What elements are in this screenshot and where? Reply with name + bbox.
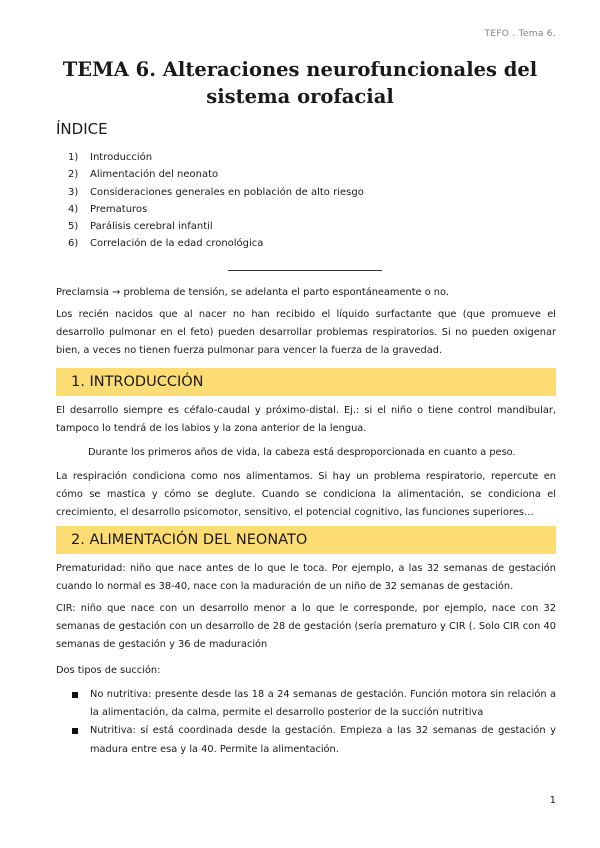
toc-item-number: 1) (68, 152, 79, 163)
toc-item-label: Introducción (90, 152, 153, 163)
suction-types-list (72, 686, 556, 759)
list-item-text: No nutritiva: presente desde las 18 a 24 semanas de gestación. Función motora sin relación a la alimentación, da calma, permite el desarrollo posterior de la succión nutritiva (90, 689, 556, 719)
document-title (60, 56, 540, 110)
surfactant-paragraph: Los recién nacidos que al nacer no han recibido el líquido surfactante que (que promueve el desarrollo pulmonar en el feto) pueden desarrollar problemas respiratorios. Si no pueden oxigenar bien, a veces no tienen fuerza pulmonar para vencer la fuerza de la gravedad. (56, 309, 556, 357)
list-item (72, 722, 556, 758)
prematurity-paragraph: Prematuridad: niño que nace antes de lo que le toca. Por ejemplo, a las 32 semanas de gestación cuando lo normal es 38-40, nace con la maduración de un niño de 32 semanas de gestación. (56, 563, 556, 593)
toc-item-label: Prematuros (90, 203, 148, 215)
toc-item-number: 4) (68, 203, 79, 215)
list-item-text: Nutritiva: sí está coordinada desde la gestación. Empieza a las 32 semanas de gestación y madura entre esa y la 40. Permite la alimentación. (90, 725, 556, 755)
toc-item (68, 149, 364, 166)
toc-item (68, 184, 364, 201)
title-line-1: TEMA 6. Alteraciones neurofuncionales del (62, 58, 538, 81)
respiration-paragraph: La respiración condiciona como nos alimentamos. Si hay un problema respiratorio, repercute en cómo se mastica y cómo se deglute. Cuando se condiciona la alimentación, se condiciona el crecimiento, el desarrollo psicomotor, sensitivo, el potencial cognitivo, las funciones superiores… (56, 471, 556, 519)
square-bullet-icon (72, 692, 78, 698)
toc-item (68, 218, 364, 235)
toc-item (68, 201, 364, 218)
cir-paragraph: CIR: niño que nace con un desarrollo menor a lo que le corresponde, por ejemplo, nace con 32 semanas de gestación con un desarrollo de 28 de gestación (sería prematuro y CIR (. Solo CIR con 40 semanas de gestación y 36 de maduración (56, 603, 556, 651)
suction-types-paragraph: Dos tipos de succión: (56, 665, 161, 676)
section-heading-introduccion: 1. INTRODUCCIÓN (56, 368, 556, 396)
title-line-2: sistema orofacial (206, 85, 394, 108)
toc-item-number: 5) (68, 221, 79, 233)
toc-item-number: 2) (68, 169, 79, 181)
preclampsia-paragraph: Preclamsia → problema de tensión, se adelanta el parto espontáneamente o no. (56, 287, 449, 298)
head-proportion-paragraph: Durante los primeros años de vida, la cabeza está desproporcionada en cuanto a peso. (88, 447, 516, 458)
list-item (72, 686, 556, 722)
toc-item-label: Alimentación del neonato (90, 169, 219, 181)
page-number: 1 (549, 795, 556, 806)
toc-item-number: 6) (68, 238, 79, 250)
toc-item-number: 3) (68, 186, 79, 198)
toc-item-label: Parálisis cerebral infantil (90, 221, 213, 233)
divider-line (228, 270, 382, 271)
square-bullet-icon (72, 728, 78, 734)
section-heading-alimentacion: 2. ALIMENTACIÓN DEL NEONATO (56, 526, 556, 554)
index-heading: ÍNDICE (56, 120, 108, 138)
running-header: TEFO . Tema 6. (484, 29, 556, 39)
toc-item-label: Correlación de la edad cronológica (90, 238, 264, 250)
toc-item (68, 166, 364, 183)
development-paragraph: El desarrollo siempre es céfalo-caudal y próximo-distal. Ej.: si el niño o tiene control mandibular, tampoco lo tendrá de los labios y la zona anterior de la lengua. (56, 405, 556, 435)
table-of-contents (68, 149, 364, 253)
toc-item-label: Consideraciones generales en población de alto riesgo (90, 186, 364, 198)
toc-item (68, 235, 364, 252)
